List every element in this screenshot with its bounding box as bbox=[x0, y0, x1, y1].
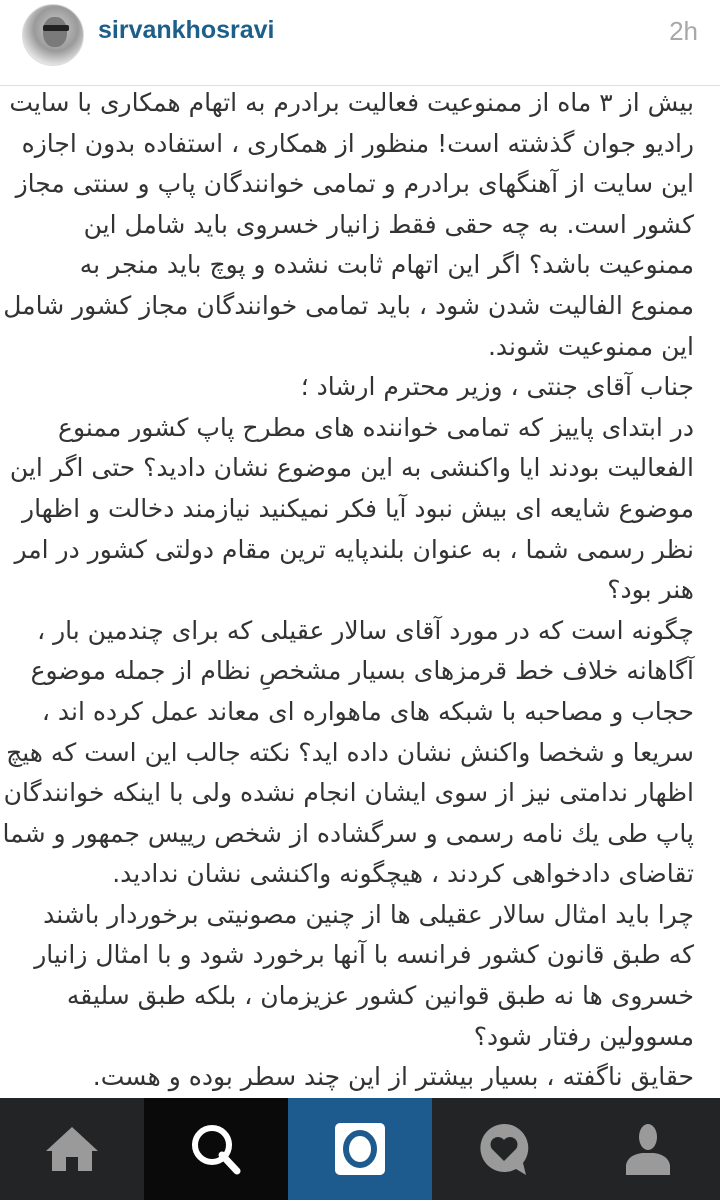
caption-line: حقایق ناگفته ، بسیار بیشتر از این چند سطر بوده و هست. bbox=[92, 1062, 694, 1092]
caption-line: اظهار ندامتی نیز از سوی ایشان انجام نشده ولی با اینکه خوانندگان bbox=[3, 778, 694, 808]
caption-line: جناب آقای جنتی ، وزیر محترم ارشاد ؛ bbox=[300, 372, 694, 402]
caption-line: خسروی ها نه طبق قوانین کشور عزیزمان ، بلکه طبق سلیقه bbox=[66, 981, 694, 1011]
caption-line: سریعا و شخصا واکنش نشان داده اید؟ نکته جالب این است که هیچ bbox=[6, 737, 694, 767]
caption-line: پاپ طی یك نامه رسمی و سرگشاده از شخص رییس جمهور و شما bbox=[2, 818, 694, 848]
caption-line: این ممنوعیت شوند. bbox=[487, 331, 694, 361]
avatar[interactable] bbox=[22, 4, 84, 66]
caption-line: هنر بود؟ bbox=[607, 575, 694, 605]
caption-line: کشور است. به چه حقی فقط زانیار خسروی باید شامل این bbox=[83, 209, 694, 239]
nav-search-button[interactable] bbox=[144, 1098, 288, 1200]
caption-line: الفعالیت بودند ایا واکنشی به این موضوع نشان دادید؟ حتی اگر این bbox=[9, 453, 694, 483]
caption-line: در ابتدای پاییز که تمامی خواننده های مطرح پاپ کشور ممنوع bbox=[58, 412, 694, 442]
caption-line: تقاضای دادخواهی کردند ، هیچگونه واکنشی نشان ندادید. bbox=[112, 859, 694, 889]
camera-icon bbox=[333, 1121, 387, 1177]
caption-line: بیش از ۳ ماه از ممنوعیت فعالیت برادرم به اتهام همکاری با سایت bbox=[9, 88, 694, 117]
caption-line: رادیو جوان گذشته است! منظور از همکاری ، استفاده بدون اجازه bbox=[21, 128, 694, 158]
caption-line: ممنوعیت باشد؟ اگر این اتهام ثابت نشده و پوچ باید منجر به bbox=[79, 250, 694, 280]
caption-line: حجاب و مصاحبه با شبکه های ماهواره ای معاند عمل کرده اند ، bbox=[41, 696, 694, 726]
caption-line: که طبق قانون کشور فرانسه با آنها برخورد شود و با امثال زانیار bbox=[34, 940, 694, 970]
post-caption bbox=[2, 83, 694, 1098]
caption-line: چگونه است که در مورد آقای سالار عقیلی که برای چندمین بار ، bbox=[37, 615, 694, 645]
caption-line: موضوع شایعه ای بیش نبود آیا فکر نمیکنید نیازمند دخالت و اظهار bbox=[22, 493, 694, 523]
nav-camera-button[interactable] bbox=[288, 1098, 432, 1200]
bottom-nav bbox=[0, 1098, 720, 1200]
post-header bbox=[0, 0, 720, 84]
home-icon bbox=[44, 1123, 100, 1175]
nav-profile-button[interactable] bbox=[576, 1098, 720, 1200]
caption-line: این سایت از آهنگهای برادرم و تمامی خوانندگان پاپ و سنتی مجاز bbox=[15, 169, 694, 199]
nav-home-button[interactable] bbox=[0, 1098, 144, 1200]
caption-line: آگاهانه خلاف خط قرمزهای بسیار مشخصِ نظام از جمله موضوع bbox=[30, 656, 694, 686]
caption-line: ممنوع الفالیت شدن شود ، باید تمامی خوانندگان مجاز کشور شامل bbox=[3, 290, 694, 320]
post-timestamp: 2h bbox=[669, 16, 698, 46]
caption-line: نظر رسمی شما ، به عنوان بلندپایه ترین مقام دولتی کشور در امر bbox=[14, 534, 694, 564]
username-link[interactable]: sirvankhosravi bbox=[98, 16, 275, 44]
caption-line: چرا باید امثال سالار عقیلی ها از چنین مصونیتی برخوردار باشند bbox=[43, 899, 694, 929]
nav-activity-button[interactable] bbox=[432, 1098, 576, 1200]
profile-icon bbox=[624, 1121, 672, 1177]
activity-heart-icon bbox=[476, 1121, 532, 1177]
search-icon bbox=[188, 1121, 244, 1177]
caption-line: مسوولین رفتار شود؟ bbox=[473, 1021, 694, 1051]
